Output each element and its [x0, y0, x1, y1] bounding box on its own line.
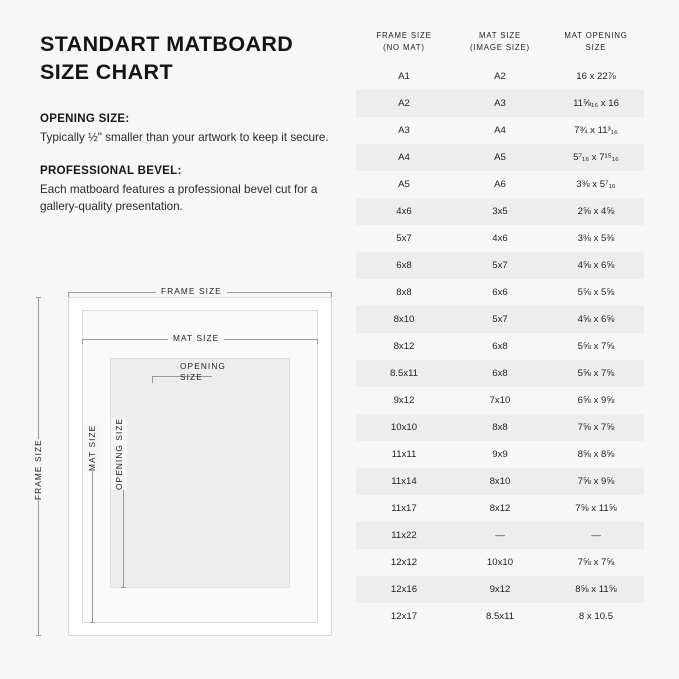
- opening-size-vlabel-line2: SIZE: [114, 417, 124, 441]
- cell-frame: A4: [398, 152, 410, 164]
- cell-opening: 7⅝ x 7⅝: [577, 557, 615, 569]
- cell-mat: 3x5: [492, 206, 508, 218]
- cell-frame: 11x14: [391, 476, 417, 488]
- info-block-professional-bevel: [40, 165, 340, 217]
- cell-opening: 5⅝ x 7⅝: [577, 341, 615, 353]
- table-row: [356, 414, 644, 441]
- column-header-line1: MAT SIZE: [478, 31, 522, 40]
- frame-size-top-label: FRAME SIZE: [156, 286, 227, 296]
- cell-opening: 3⅜ x 5⁷₁₆: [576, 179, 616, 191]
- info-block-heading: PROFESSIONAL BEVEL:: [40, 164, 182, 177]
- table-row: [356, 603, 644, 630]
- cell-frame: 6x8: [396, 260, 412, 272]
- table-row: [356, 522, 644, 549]
- table-header-row: [356, 30, 644, 63]
- opening-size-vertical-label: [111, 418, 127, 490]
- opening-size-vtick-bottom: [121, 587, 126, 588]
- cell-frame: 8x8: [396, 287, 412, 299]
- cell-opening: 8 x 10.5: [578, 611, 614, 623]
- column-header-line1: FRAME SIZE: [376, 31, 432, 40]
- opening-size-label-line2: SIZE: [180, 372, 203, 383]
- cell-mat: A6: [494, 179, 506, 191]
- table-row: [356, 63, 644, 90]
- cell-opening: 8⅝ x 11⅝: [575, 584, 617, 596]
- cell-opening: 7⅝ x 9⅝: [577, 476, 615, 488]
- cell-mat: 6x8: [492, 368, 508, 380]
- cell-mat: 8.5x11: [485, 611, 515, 623]
- cell-frame: 12x12: [390, 557, 418, 569]
- table-row: [356, 279, 644, 306]
- column-header-line2: (NO MAT): [383, 42, 425, 52]
- frame-size-vertical-label: FRAME SIZE: [30, 439, 46, 500]
- cell-mat: A4: [494, 125, 506, 137]
- cell-opening: 16 x 22⅞: [576, 71, 616, 83]
- cell-mat: 5x7: [492, 260, 508, 272]
- info-block-opening-size: [40, 113, 340, 147]
- cell-frame: 12x17: [390, 611, 418, 623]
- opening-size-vlabel-line1: OPENING: [114, 444, 124, 490]
- mat-size-tick-right: [317, 339, 318, 344]
- table-row: [356, 576, 644, 603]
- cell-mat: —: [495, 530, 505, 542]
- cell-frame: A1: [398, 71, 410, 83]
- cell-frame: 9x12: [393, 395, 415, 407]
- cell-mat: 10x10: [486, 557, 514, 569]
- cell-mat: 4x6: [492, 233, 508, 245]
- table-row: [356, 225, 644, 252]
- cell-opening: 3⅜ x 5⅜: [577, 233, 615, 245]
- table-row: [356, 144, 644, 171]
- table-row: [356, 117, 644, 144]
- info-block-body: Each matboard features a professional bevel cut for a gallery-quality presentation.: [40, 182, 318, 214]
- table-body: [356, 63, 644, 630]
- cell-mat: 7x10: [489, 395, 511, 407]
- frame-diagram: [30, 283, 340, 653]
- opening-size-pointer-drop: [152, 376, 153, 383]
- cell-mat: A2: [494, 71, 506, 83]
- column-header-line1: MAT OPENING: [564, 31, 628, 40]
- cell-mat: 8x10: [489, 476, 511, 488]
- mat-size-vtick-bottom: [90, 622, 95, 623]
- cell-frame: 4x6: [396, 206, 412, 218]
- table-row: [356, 252, 644, 279]
- frame-size-tick-right: [331, 292, 332, 297]
- cell-opening: 7¾ x 11³₁₆: [574, 125, 618, 137]
- cell-frame: 11x11: [391, 449, 417, 461]
- cell-mat: 9x9: [492, 449, 508, 461]
- cell-opening: 5⅝ x 5⅝: [577, 287, 615, 299]
- cell-opening: 5⁷₁₆ x 7¹⁵₁₆: [573, 152, 619, 164]
- column-header-line2: SIZE: [585, 42, 607, 52]
- cell-frame: 8x10: [393, 314, 415, 326]
- cell-opening: —: [591, 530, 601, 542]
- frame-size-tick-left: [68, 292, 69, 297]
- column-header-frame-size: [356, 30, 452, 53]
- table-row: [356, 306, 644, 333]
- cell-frame: 8.5x11: [389, 368, 419, 380]
- mat-size-top-label: MAT SIZE: [168, 333, 224, 343]
- size-table: [356, 30, 644, 630]
- cell-frame: 11x17: [391, 503, 417, 515]
- opening-size-label-line1: OPENING: [180, 361, 226, 371]
- cell-mat: 5x7: [492, 314, 508, 326]
- frame-size-vtick-top: [36, 297, 41, 298]
- table-row: [356, 549, 644, 576]
- cell-mat: 8x8: [492, 422, 508, 434]
- table-row: [356, 441, 644, 468]
- diagram-opening-rect: [110, 358, 290, 588]
- cell-opening: 5⅝ x 7⅝: [577, 368, 615, 380]
- cell-opening: 7⅝ x 7⅝: [577, 422, 615, 434]
- cell-frame: A5: [398, 179, 410, 191]
- cell-frame: 5x7: [396, 233, 412, 245]
- mat-size-tick-left: [82, 339, 83, 344]
- cell-opening: 4⅝ x 6⅝: [577, 314, 615, 326]
- cell-mat: 6x8: [492, 341, 508, 353]
- table-row: [356, 387, 644, 414]
- cell-frame: A3: [398, 125, 410, 137]
- cell-opening: 8⅝ x 8⅝: [577, 449, 615, 461]
- frame-size-vtick-bottom: [36, 635, 41, 636]
- table-row: [356, 333, 644, 360]
- cell-opening: 11⅝₁₆ x 16: [573, 98, 619, 110]
- cell-mat: 8x12: [489, 503, 511, 515]
- cell-opening: 4⅝ x 6⅝: [577, 260, 615, 272]
- cell-mat: A3: [494, 98, 506, 110]
- cell-opening: 6⅝ x 9⅝: [577, 395, 615, 407]
- table-row: [356, 90, 644, 117]
- info-block-heading: OPENING SIZE:: [40, 112, 130, 125]
- table-row: [356, 360, 644, 387]
- cell-mat: 6x6: [492, 287, 508, 299]
- cell-mat: 9x12: [489, 584, 511, 596]
- cell-frame: 12x16: [390, 584, 418, 596]
- cell-mat: A5: [494, 152, 506, 164]
- left-column: [40, 30, 340, 234]
- column-header-mat-size: [452, 30, 548, 53]
- cell-frame: 11x22: [391, 530, 417, 542]
- table-row: [356, 468, 644, 495]
- cell-frame: 8x12: [393, 341, 415, 353]
- cell-opening: 7⅝ x 11⅝: [575, 503, 617, 515]
- column-header-line2: (IMAGE SIZE): [469, 42, 530, 52]
- page-title: STANDART MATBOARD SIZE CHART: [40, 32, 294, 85]
- cell-frame: A2: [398, 98, 410, 110]
- cell-frame: 10x10: [390, 422, 418, 434]
- table-row: [356, 198, 644, 225]
- table-row: [356, 171, 644, 198]
- opening-size-top-label: [180, 361, 270, 383]
- info-block-body: Typically ½" smaller than your artwork to keep it secure.: [40, 130, 329, 144]
- cell-opening: 2⅝ x 4⅝: [577, 206, 615, 218]
- mat-size-vertical-label: MAT SIZE: [84, 425, 100, 471]
- column-header-mat-opening-size: [548, 30, 644, 53]
- table-row: [356, 495, 644, 522]
